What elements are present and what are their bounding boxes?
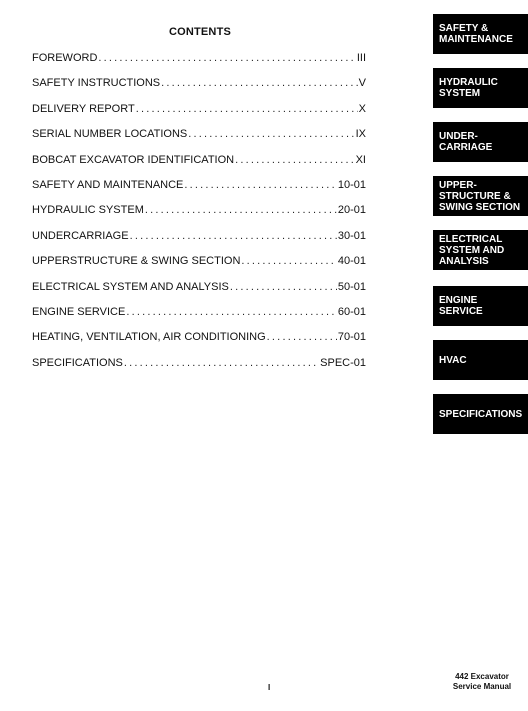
toc-entry-page: III: [356, 52, 366, 64]
toc-entry-label: FOREWORD: [32, 52, 98, 64]
toc-dot-leader: [130, 230, 337, 242]
toc-entry-label: UNDERCARRIAGE: [32, 229, 129, 242]
section-tab-line: HYDRAULIC: [439, 77, 498, 88]
section-tab-line: UPPER-: [439, 179, 477, 191]
toc-entry[interactable]: [32, 52, 366, 77]
toc-entry-label: ENGINE SERVICE: [32, 305, 126, 318]
toc-entry-label: SERIAL NUMBER LOCATIONS: [32, 128, 188, 141]
toc-dot-leader: [184, 179, 336, 191]
toc-entry[interactable]: [32, 331, 366, 356]
section-tab[interactable]: [433, 394, 528, 434]
section-tab-line: MAINTENANCE: [439, 34, 513, 45]
toc-entry-page: 60-01: [337, 305, 366, 318]
toc-entry-page: 40-01: [337, 255, 366, 268]
toc-entry-label: ELECTRICAL SYSTEM AND ANALYSIS: [32, 280, 229, 293]
section-tab-line: SWING SECTION: [439, 201, 521, 213]
toc-entry[interactable]: [32, 281, 366, 306]
contents-title: CONTENTS: [168, 26, 232, 38]
manual-type: Service Manual: [452, 682, 512, 691]
section-tab[interactable]: [433, 340, 528, 380]
toc-entry[interactable]: [32, 179, 366, 204]
toc-entry[interactable]: [32, 306, 366, 331]
toc-dot-leader: [241, 255, 336, 267]
section-tab-line: SPECIFICATIONS: [439, 408, 523, 420]
manual-title: [440, 672, 524, 692]
section-tab-line: UNDER-: [439, 131, 478, 142]
section-tab-line: SYSTEM: [439, 88, 481, 99]
section-tab[interactable]: [433, 230, 528, 270]
section-tab[interactable]: [433, 14, 528, 54]
toc-entry[interactable]: [32, 103, 366, 128]
toc-entry-page: X: [358, 102, 366, 115]
toc-entry[interactable]: [32, 128, 366, 153]
section-tab[interactable]: [433, 68, 528, 108]
toc-entry-label: SAFETY INSTRUCTIONS: [32, 77, 161, 90]
section-tab-line: HVAC: [439, 354, 467, 366]
section-tab[interactable]: [433, 176, 528, 216]
table-of-contents: [32, 52, 366, 382]
toc-entry[interactable]: [32, 230, 366, 255]
section-tab[interactable]: [433, 286, 528, 326]
toc-entry-label: SPECIFICATIONS: [32, 356, 123, 369]
toc-entry-label: UPPERSTRUCTURE & SWING SECTION: [32, 255, 241, 268]
section-tab-line: CARRIAGE: [439, 142, 493, 153]
toc-entry-page: 50-01: [337, 280, 366, 293]
toc-entry-page: SPEC-01: [320, 356, 366, 369]
toc-entry-label: HEATING, VENTILATION, AIR CONDITIONING: [32, 331, 266, 344]
toc-dot-leader: [126, 306, 337, 318]
toc-entry-page: 20-01: [337, 204, 366, 217]
toc-entry-label: SAFETY AND MAINTENANCE: [32, 178, 184, 191]
section-tab[interactable]: [433, 122, 528, 162]
toc-entry-page: IX: [355, 128, 366, 141]
toc-dot-leader: [267, 331, 337, 343]
toc-dot-leader: [161, 77, 358, 89]
toc-entry[interactable]: [32, 357, 366, 382]
toc-dot-leader: [98, 52, 355, 64]
toc-entry-page: V: [358, 77, 366, 90]
toc-entry-label: BOBCAT EXCAVATOR IDENTIFICATION: [32, 153, 235, 166]
toc-entry-label: HYDRAULIC SYSTEM: [32, 204, 144, 217]
page-number: I: [268, 683, 271, 692]
toc-dot-leader: [230, 281, 337, 293]
toc-entry[interactable]: [32, 255, 366, 280]
section-tab-line: SERVICE: [439, 306, 483, 317]
toc-entry-page: 70-01: [337, 331, 366, 344]
toc-dot-leader: [188, 128, 354, 140]
section-tab-line: SYSTEM AND: [439, 244, 505, 256]
section-tab-line: STRUCTURE &: [439, 190, 511, 202]
section-tab-line: ENGINE: [439, 295, 478, 306]
manual-model: 442 Excavator: [455, 672, 509, 681]
toc-entry-page: XI: [355, 153, 366, 166]
section-tab-line: ELECTRICAL: [439, 233, 503, 245]
toc-entry-page: 30-01: [337, 229, 366, 242]
toc-dot-leader: [124, 357, 319, 369]
toc-dot-leader: [145, 204, 337, 216]
section-tab-line: SAFETY &: [439, 23, 489, 34]
toc-entry[interactable]: [32, 77, 366, 102]
toc-entry-page: 10-01: [337, 178, 366, 191]
toc-dot-leader: [136, 103, 358, 115]
section-tab-line: ANALYSIS: [439, 255, 489, 267]
toc-entry-label: DELIVERY REPORT: [32, 102, 135, 115]
toc-entry[interactable]: [32, 154, 366, 179]
toc-dot-leader: [235, 154, 354, 166]
toc-entry[interactable]: [32, 204, 366, 229]
